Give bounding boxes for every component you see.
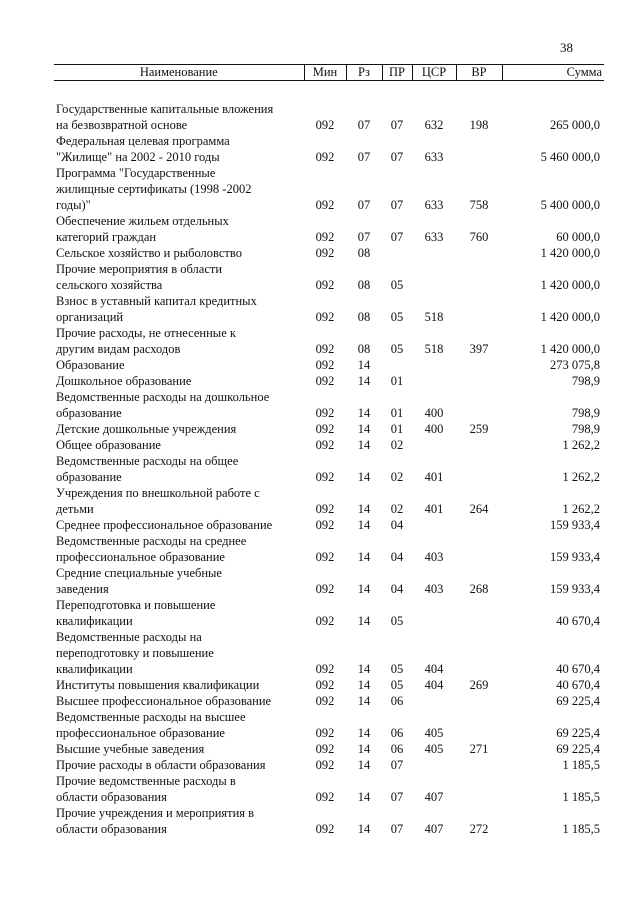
cell-csr: 632 <box>424 118 444 132</box>
cell-sum: 1 185,5 <box>562 758 600 772</box>
row-name <box>54 261 304 293</box>
row-name-line: "Жилище" на 2002 - 2010 годы <box>56 150 220 164</box>
cell-rz: 14 <box>357 550 371 564</box>
cell-sum: 5 400 000,0 <box>540 198 600 212</box>
cell-rz: 14 <box>357 374 371 388</box>
cell-pr: 05 <box>390 310 404 324</box>
row-name <box>54 165 304 213</box>
cell-csr: 400 <box>424 406 444 420</box>
cell-rz: 07 <box>357 150 371 164</box>
cell-csr: 633 <box>424 230 444 244</box>
cell-min: 092 <box>315 502 335 516</box>
cell-pr: 04 <box>390 518 404 532</box>
cell-csr: 407 <box>424 790 444 804</box>
cell-csr <box>412 261 456 293</box>
header-rz: Рз <box>346 65 382 81</box>
table-row <box>54 373 604 389</box>
row-name-line: Общее образование <box>56 438 161 452</box>
table-row <box>54 453 604 485</box>
cell-vr <box>456 693 502 709</box>
cell-min: 092 <box>315 550 335 564</box>
cell-csr <box>412 757 456 773</box>
row-name-line: категорий граждан <box>56 230 157 244</box>
row-name-line: области образования <box>56 822 167 836</box>
row-name <box>54 773 304 805</box>
cell-sum: 5 460 000,0 <box>540 150 600 164</box>
row-name <box>54 709 304 741</box>
cell-min: 092 <box>315 198 335 212</box>
cell-pr: 05 <box>390 342 404 356</box>
cell-vr <box>456 709 502 741</box>
row-name <box>54 373 304 389</box>
cell-sum: 1 420 000,0 <box>540 246 600 260</box>
row-name <box>54 805 304 837</box>
cell-rz: 07 <box>357 198 371 212</box>
row-name <box>54 421 304 437</box>
cell-min: 092 <box>315 694 335 708</box>
cell-vr: 268 <box>469 582 489 596</box>
row-name-line: образование <box>56 470 122 484</box>
cell-csr: 401 <box>424 502 444 516</box>
cell-rz: 14 <box>357 726 371 740</box>
cell-pr: 05 <box>390 678 404 692</box>
row-name-line: детьми <box>56 502 94 516</box>
row-name-line: Образование <box>56 358 125 372</box>
row-name <box>54 693 304 709</box>
cell-rz: 14 <box>357 470 371 484</box>
row-name-line: квалификации <box>56 614 133 628</box>
cell-pr: 07 <box>390 822 404 836</box>
cell-sum: 1 420 000,0 <box>540 278 600 292</box>
row-name-line: Ведомственные расходы на среднее <box>56 534 247 548</box>
cell-sum: 1 262,2 <box>562 470 600 484</box>
cell-csr: 401 <box>424 470 444 484</box>
row-name-line: на безвозвратной основе <box>56 118 188 132</box>
cell-csr: 404 <box>424 662 444 676</box>
cell-csr <box>412 437 456 453</box>
cell-rz: 14 <box>357 406 371 420</box>
table-row <box>54 101 604 133</box>
table-row <box>54 421 604 437</box>
table-row <box>54 357 604 373</box>
cell-pr: 01 <box>390 422 404 436</box>
cell-vr <box>456 261 502 293</box>
cell-vr <box>456 757 502 773</box>
table-row <box>54 325 604 357</box>
cell-pr: 07 <box>390 150 404 164</box>
cell-pr: 05 <box>390 662 404 676</box>
cell-csr <box>412 597 456 629</box>
cell-min: 092 <box>315 374 335 388</box>
table-row <box>54 757 604 773</box>
cell-vr <box>456 597 502 629</box>
row-name-line: профессиональное образование <box>56 726 225 740</box>
table-row <box>54 245 604 261</box>
cell-pr: 01 <box>390 406 404 420</box>
cell-min: 092 <box>315 150 335 164</box>
cell-vr <box>456 453 502 485</box>
row-name <box>54 453 304 485</box>
cell-csr: 405 <box>424 726 444 740</box>
cell-sum: 798,9 <box>571 374 600 388</box>
cell-sum: 1 262,2 <box>562 438 600 452</box>
table-row <box>54 533 604 565</box>
row-name-line: годы)" <box>56 198 91 212</box>
cell-rz: 14 <box>357 518 371 532</box>
header-sum: Сумма <box>502 65 604 81</box>
row-name <box>54 533 304 565</box>
cell-csr: 403 <box>424 582 444 596</box>
row-name <box>54 565 304 597</box>
cell-pr <box>382 357 412 373</box>
cell-rz: 14 <box>357 678 371 692</box>
cell-pr: 05 <box>390 614 404 628</box>
row-name-line: области образования <box>56 790 167 804</box>
cell-vr <box>456 773 502 805</box>
cell-rz: 08 <box>357 342 371 356</box>
table-row <box>54 773 604 805</box>
budget-table <box>54 64 604 837</box>
cell-csr <box>412 357 456 373</box>
table-row <box>54 565 604 597</box>
cell-pr: 07 <box>390 230 404 244</box>
cell-min: 092 <box>315 406 335 420</box>
table-row <box>54 133 604 165</box>
cell-sum: 265 000,0 <box>550 118 600 132</box>
table-row <box>54 389 604 421</box>
row-name-line: Среднее профессиональное образование <box>56 518 273 532</box>
table-row <box>54 485 604 517</box>
cell-min: 092 <box>315 662 335 676</box>
row-name <box>54 677 304 693</box>
cell-min: 092 <box>315 726 335 740</box>
row-name <box>54 133 304 165</box>
row-name <box>54 293 304 325</box>
cell-csr <box>412 517 456 533</box>
cell-csr <box>412 373 456 389</box>
cell-min: 092 <box>315 790 335 804</box>
cell-rz: 14 <box>357 614 371 628</box>
cell-pr: 01 <box>390 374 404 388</box>
header-vr: ВР <box>456 65 502 81</box>
cell-vr: 758 <box>469 198 489 212</box>
cell-sum: 1 262,2 <box>562 502 600 516</box>
row-name-line: Учреждения по внешкольной работе с <box>56 486 260 500</box>
row-name-line: Прочие ведомственные расходы в <box>56 774 236 788</box>
cell-min: 092 <box>315 438 335 452</box>
header-csr: ЦСР <box>412 65 456 81</box>
cell-rz: 14 <box>357 790 371 804</box>
cell-rz: 08 <box>357 278 371 292</box>
row-name-line: Обеспечение жильем отдельных <box>56 214 229 228</box>
cell-pr: 07 <box>390 198 404 212</box>
cell-vr <box>456 293 502 325</box>
cell-pr: 04 <box>390 582 404 596</box>
cell-vr <box>456 245 502 261</box>
table-body <box>54 81 604 838</box>
table-row <box>54 741 604 757</box>
row-name <box>54 325 304 357</box>
row-name <box>54 437 304 453</box>
row-name-line: другим видам расходов <box>56 342 181 356</box>
cell-pr: 04 <box>390 550 404 564</box>
row-name <box>54 629 304 677</box>
cell-vr <box>456 133 502 165</box>
row-name-line: Детские дошкольные учреждения <box>56 422 237 436</box>
cell-vr <box>456 357 502 373</box>
cell-min: 092 <box>315 118 335 132</box>
table-row <box>54 677 604 693</box>
cell-rz: 07 <box>357 118 371 132</box>
table-spacer <box>54 81 604 102</box>
cell-sum: 69 225,4 <box>556 726 600 740</box>
cell-rz: 14 <box>357 422 371 436</box>
cell-min: 092 <box>315 582 335 596</box>
cell-vr: 272 <box>469 822 489 836</box>
row-name <box>54 597 304 629</box>
cell-vr: 264 <box>469 502 489 516</box>
cell-csr: 405 <box>424 742 444 756</box>
cell-vr <box>456 629 502 677</box>
cell-csr: 404 <box>424 678 444 692</box>
cell-sum: 159 933,4 <box>550 550 600 564</box>
row-name <box>54 101 304 133</box>
row-name-line: профессиональное образование <box>56 550 225 564</box>
cell-min: 092 <box>315 470 335 484</box>
row-name <box>54 389 304 421</box>
cell-csr: 403 <box>424 550 444 564</box>
cell-csr: 407 <box>424 822 444 836</box>
header-min: Мин <box>304 65 346 81</box>
table-row <box>54 165 604 213</box>
table-row <box>54 693 604 709</box>
row-name-line: Ведомственные расходы на высшее <box>56 710 246 724</box>
row-name-line: организаций <box>56 310 124 324</box>
cell-vr <box>456 517 502 533</box>
row-name-line: Федеральная целевая программа <box>56 134 230 148</box>
row-name-line: образование <box>56 406 122 420</box>
cell-csr <box>412 693 456 709</box>
cell-rz: 14 <box>357 438 371 452</box>
row-name-line: заведения <box>56 582 109 596</box>
cell-sum: 1 185,5 <box>562 790 600 804</box>
row-name-line: Высшее профессиональное образование <box>56 694 272 708</box>
row-name <box>54 485 304 517</box>
table-row <box>54 629 604 677</box>
cell-sum: 40 670,4 <box>556 678 600 692</box>
header-name: Наименование <box>54 65 304 81</box>
cell-sum: 1 420 000,0 <box>540 342 600 356</box>
cell-pr: 02 <box>390 470 404 484</box>
cell-min: 092 <box>315 246 335 260</box>
cell-pr: 07 <box>390 118 404 132</box>
cell-vr: 760 <box>469 230 489 244</box>
cell-pr: 06 <box>390 694 404 708</box>
row-name <box>54 517 304 533</box>
table-row <box>54 293 604 325</box>
cell-sum: 1 420 000,0 <box>540 310 600 324</box>
row-name-line: Прочие расходы, не отнесенные к <box>56 326 236 340</box>
row-name-line: Программа "Государственные <box>56 166 216 180</box>
cell-vr: 271 <box>469 742 489 756</box>
table-header-row <box>54 65 604 81</box>
cell-rz: 14 <box>357 662 371 676</box>
table-row <box>54 261 604 293</box>
cell-csr: 518 <box>424 310 444 324</box>
cell-pr: 05 <box>390 278 404 292</box>
cell-rz: 14 <box>357 822 371 836</box>
table-row <box>54 709 604 741</box>
cell-min: 092 <box>315 742 335 756</box>
cell-vr: 198 <box>469 118 489 132</box>
cell-min: 092 <box>315 342 335 356</box>
row-name-line: Ведомственные расходы на <box>56 630 202 644</box>
cell-pr: 02 <box>390 502 404 516</box>
table-row <box>54 437 604 453</box>
cell-pr: 07 <box>390 790 404 804</box>
row-name <box>54 245 304 261</box>
cell-csr: 400 <box>424 422 444 436</box>
page-number: 38 <box>560 40 573 55</box>
cell-sum: 60 000,0 <box>556 230 600 244</box>
cell-min: 092 <box>315 422 335 436</box>
table-row <box>54 517 604 533</box>
cell-min: 092 <box>315 518 335 532</box>
cell-csr: 518 <box>424 342 444 356</box>
row-name-line: Высшие учебные заведения <box>56 742 205 756</box>
cell-sum: 1 185,5 <box>562 822 600 836</box>
cell-min: 092 <box>315 758 335 772</box>
cell-sum: 69 225,4 <box>556 694 600 708</box>
cell-min: 092 <box>315 278 335 292</box>
cell-sum: 159 933,4 <box>550 582 600 596</box>
cell-pr: 06 <box>390 742 404 756</box>
row-name-line: Прочие мероприятия в области <box>56 262 223 276</box>
cell-vr <box>456 389 502 421</box>
row-name-line: Средние специальные учебные <box>56 566 222 580</box>
cell-sum: 69 225,4 <box>556 742 600 756</box>
row-name-line: Ведомственные расходы на общее <box>56 454 239 468</box>
cell-sum: 159 933,4 <box>550 518 600 532</box>
row-name <box>54 757 304 773</box>
row-name-line: квалификации <box>56 662 133 676</box>
cell-sum: 273 075,8 <box>550 358 600 372</box>
cell-sum: 798,9 <box>571 422 600 436</box>
cell-sum: 798,9 <box>571 406 600 420</box>
header-pr: ПР <box>382 65 412 81</box>
row-name-line: Дошкольное образование <box>56 374 192 388</box>
row-name <box>54 357 304 373</box>
row-name <box>54 741 304 757</box>
cell-min: 092 <box>315 614 335 628</box>
row-name-line: Прочие учреждения и мероприятия в <box>56 806 255 820</box>
cell-vr <box>456 533 502 565</box>
cell-rz: 08 <box>357 310 371 324</box>
cell-vr <box>456 373 502 389</box>
cell-pr: 07 <box>390 758 404 772</box>
cell-csr: 633 <box>424 198 444 212</box>
cell-pr <box>382 245 412 261</box>
row-name-line: Прочие расходы в области образования <box>56 758 266 772</box>
cell-vr: 269 <box>469 678 489 692</box>
cell-rz: 14 <box>357 742 371 756</box>
cell-min: 092 <box>315 230 335 244</box>
cell-csr: 633 <box>424 150 444 164</box>
cell-min: 092 <box>315 358 335 372</box>
cell-rz: 07 <box>357 230 371 244</box>
row-name <box>54 213 304 245</box>
row-name-line: Взнос в уставный капитал кредитных <box>56 294 257 308</box>
row-name-line: сельского хозяйства <box>56 278 163 292</box>
table-row <box>54 597 604 629</box>
cell-sum: 40 670,4 <box>556 662 600 676</box>
cell-rz: 14 <box>357 582 371 596</box>
table-row <box>54 805 604 837</box>
row-name-line: Переподготовка и повышение <box>56 598 216 612</box>
cell-rz: 14 <box>357 358 371 372</box>
row-name-line: переподготовку и повышение <box>56 646 214 660</box>
cell-rz: 08 <box>357 246 371 260</box>
row-name-line: Институты повышения квалификации <box>56 678 260 692</box>
cell-min: 092 <box>315 310 335 324</box>
cell-vr: 397 <box>469 342 489 356</box>
cell-sum: 40 670,4 <box>556 614 600 628</box>
table-row <box>54 213 604 245</box>
cell-pr: 02 <box>390 438 404 452</box>
row-name-line: жилищные сертификаты (1998 -2002 <box>56 182 252 196</box>
cell-rz: 14 <box>357 758 371 772</box>
row-name-line: Государственные капитальные вложения <box>56 102 274 116</box>
cell-pr: 06 <box>390 726 404 740</box>
cell-csr <box>412 245 456 261</box>
cell-rz: 14 <box>357 694 371 708</box>
cell-vr: 259 <box>469 422 489 436</box>
row-name-line: Сельское хозяйство и рыболовство <box>56 246 242 260</box>
cell-vr <box>456 437 502 453</box>
row-name-line: Ведомственные расходы на дошкольное <box>56 390 270 404</box>
cell-rz: 14 <box>357 502 371 516</box>
cell-min: 092 <box>315 678 335 692</box>
cell-min: 092 <box>315 822 335 836</box>
